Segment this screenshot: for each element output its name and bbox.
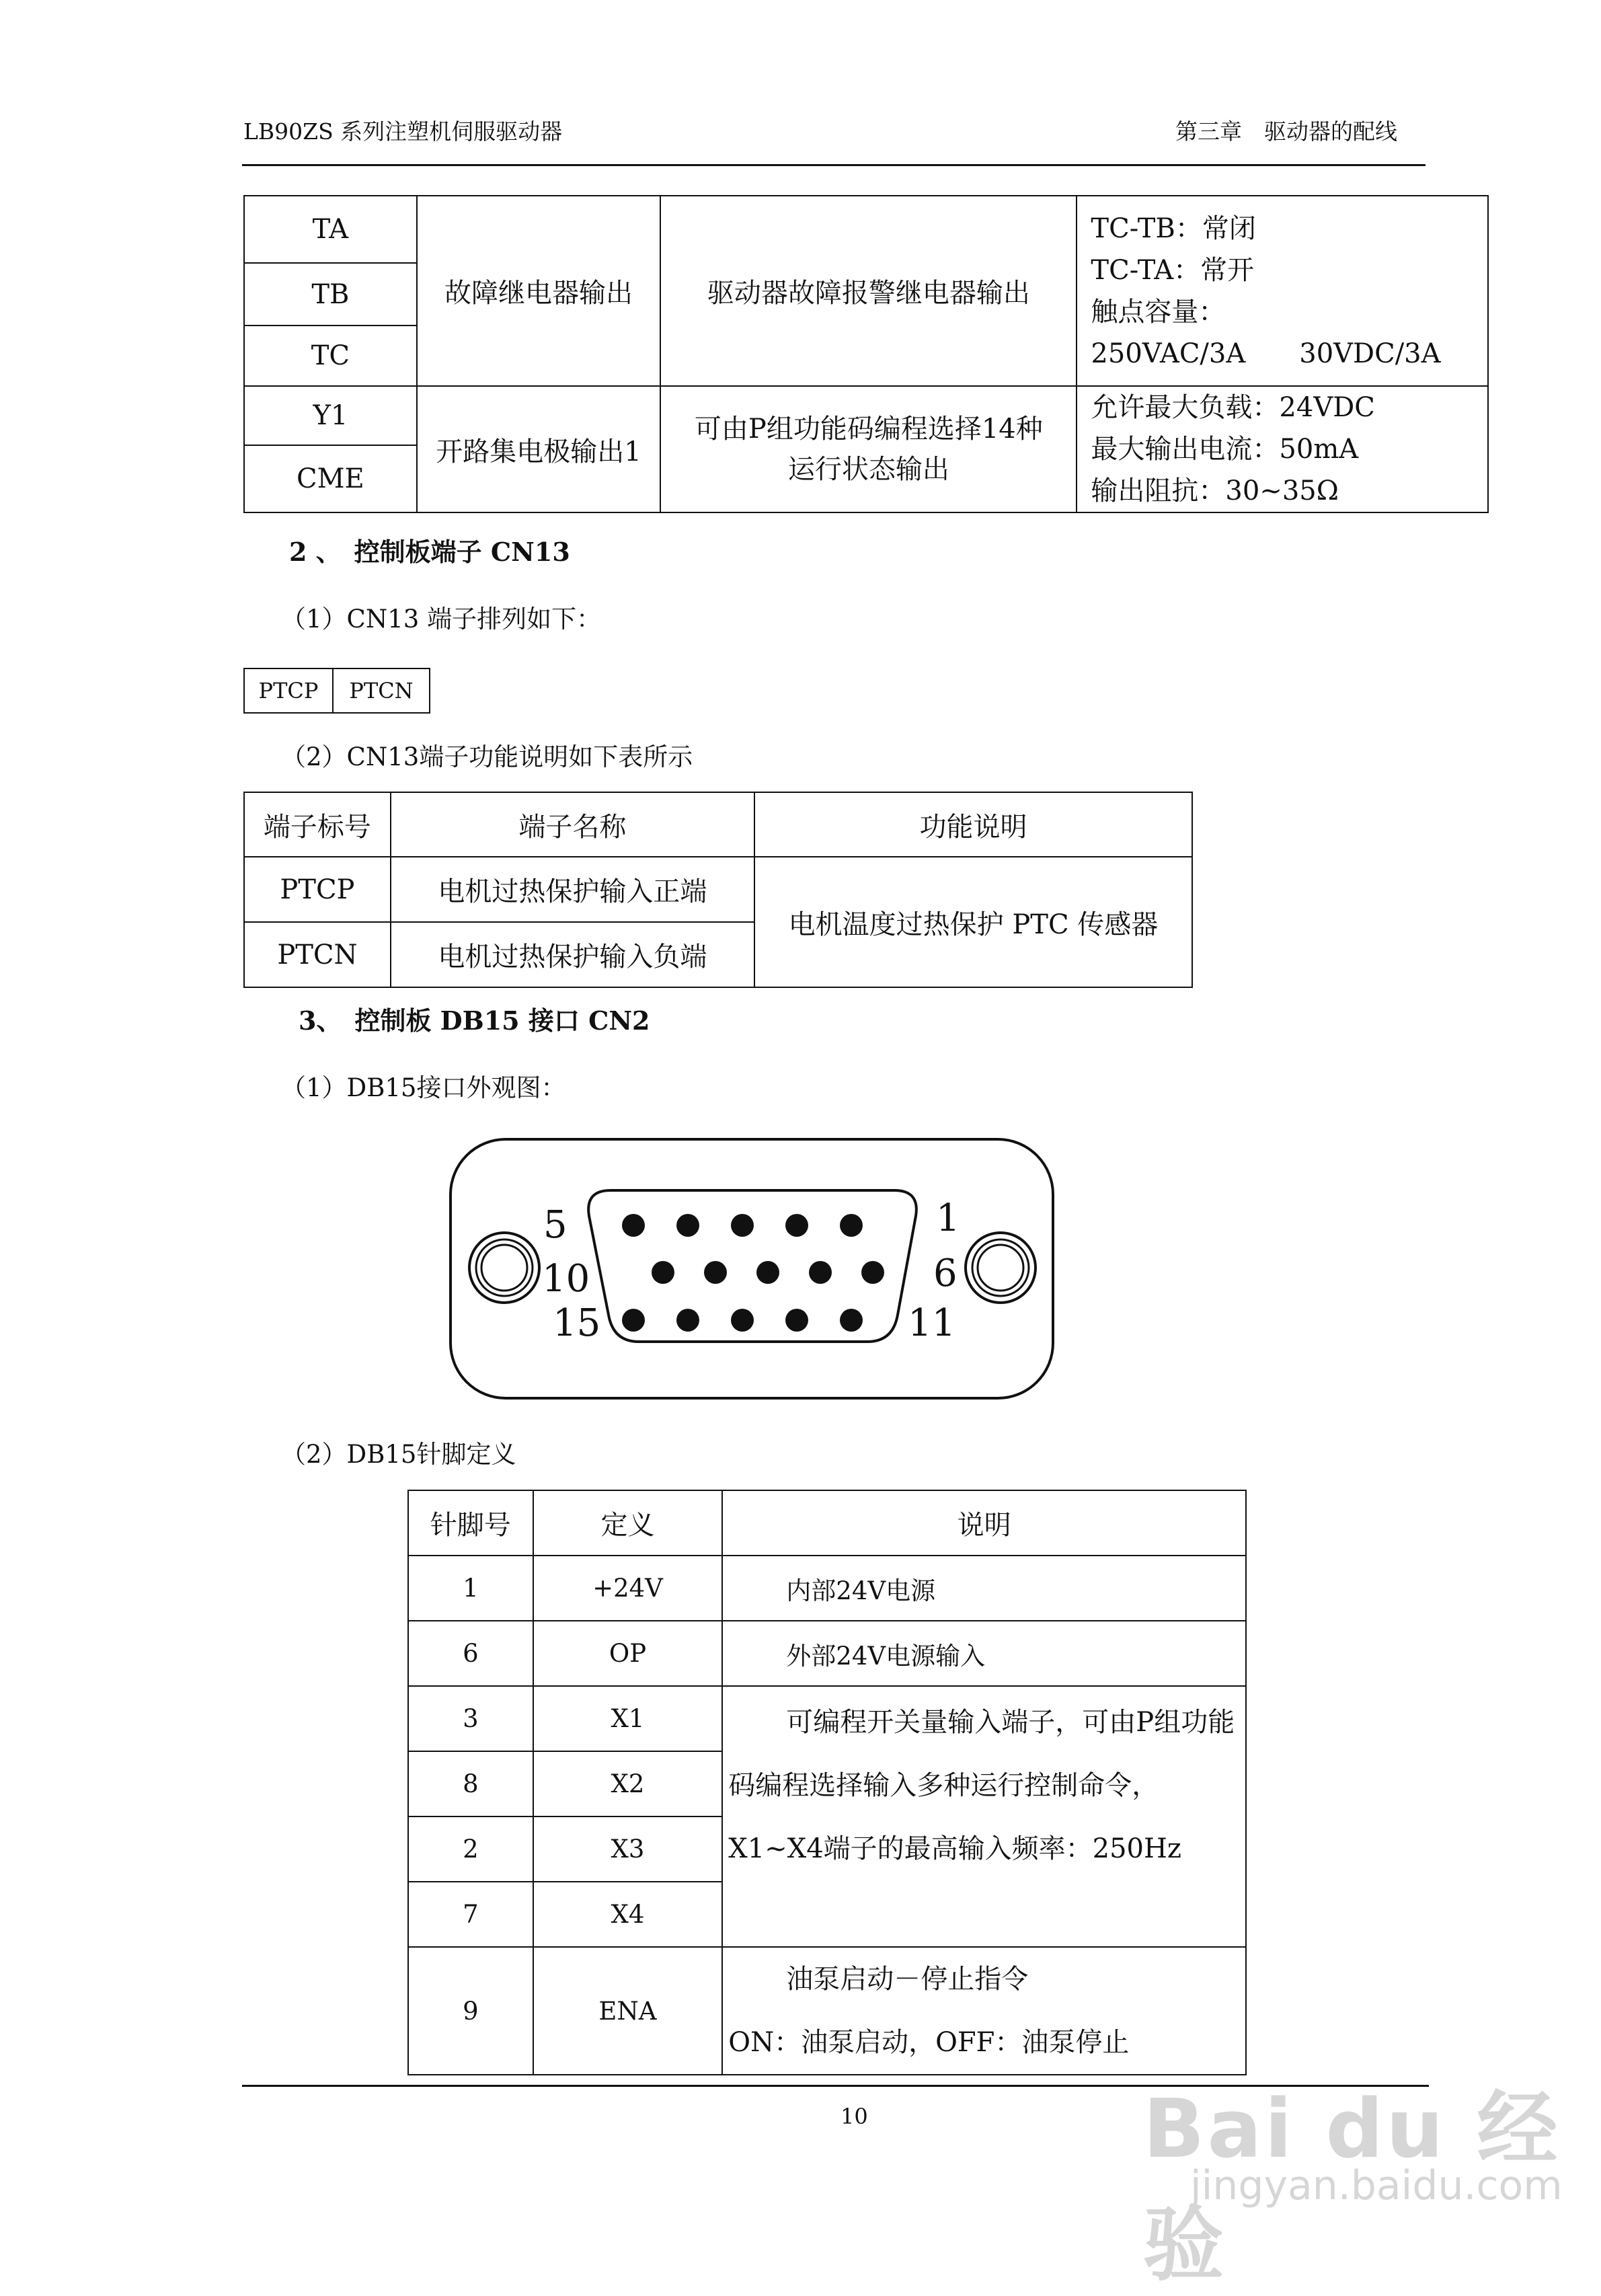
section-2-sub1: （1）CN13 端子排列如下： [281,605,602,634]
column-header: 针脚号 [408,1490,533,1556]
name-cell: 开路集电极输出1 [417,386,660,512]
pin-dot [861,1261,884,1284]
ena-desc-cell [722,1947,1246,2075]
terminal-cell: Y1 [244,386,417,445]
desc-line: 码编程选择输入多种运行控制命令， [728,1770,1159,1801]
terminal-name-cell: 电机过热保护输入正端 [391,857,754,922]
pin-field [622,1214,884,1332]
section-3-sub1: （1）DB15接口外观图： [281,1073,566,1102]
desc-cell: 内部24V电源 [722,1556,1246,1621]
pin-dot [731,1309,754,1332]
section-2-sub2: （2）CN13端子功能说明如下表所示 [281,742,693,771]
pin-dot [622,1309,645,1332]
function-cell: 电机温度过热保护 PTC 传感器 [754,857,1192,987]
def-cell: X4 [533,1882,723,1947]
pin-dot [840,1214,863,1237]
spec-line: 触点容量： [1091,296,1226,328]
pin-dot [756,1261,779,1284]
terminal-cell: TB [244,263,417,326]
terminal-id-cell: PTCP [244,857,391,922]
spec-line: 允许最大负载：24VDC [1091,392,1375,423]
def-cell: OP [533,1621,723,1686]
def-cell: ENA [533,1947,723,2075]
section-3-sub2: （2）DB15针脚定义 [281,1440,516,1469]
watermark-url: jingyan.baidu.com [1190,2162,1563,2209]
terminal-cell: CME [244,445,417,512]
x-input-desc-cell [722,1686,1246,1947]
section-2-title: 2 、 控制板端子 CN13 [289,537,570,567]
page-number: 10 [841,2104,868,2129]
watermark-brand: Bai du 经验 [1143,2083,1561,2292]
pin-cell: 6 [408,1621,533,1686]
terminal-ptcp: PTCP [244,668,333,713]
pin-cell: 9 [408,1947,533,2075]
pin-dot [676,1214,699,1237]
desc-line: ON：油泵启动，OFF：油泵停止 [728,2027,1130,2058]
function-cell: 可由P组功能码编程选择14种运行状态输出 [660,386,1077,512]
pin-cell: 2 [408,1816,533,1882]
function-cell: 驱动器故障报警继电器输出 [660,196,1077,386]
header-right: 第三章 驱动器的配线 [1175,118,1397,145]
column-header: 端子名称 [391,792,754,857]
pin-cell: 7 [408,1882,533,1947]
section-3-title: 3、 控制板 DB15 接口 CN2 [299,1005,650,1036]
desc-line: 可编程开关量输入端子，可由P组功能 [786,1707,1235,1738]
pin-dot [652,1261,674,1284]
pin-dot [840,1309,863,1332]
spec-line: 最大输出电流：50mA [1091,434,1359,465]
pin-dot [622,1214,645,1237]
spec-line: TC-TB：常闭 [1091,213,1256,244]
pin-label-15: 15 [553,1301,601,1345]
column-header: 功能说明 [754,792,1192,857]
terminal-id-cell: PTCN [244,922,391,987]
spec-line: 输出阻抗：30~35Ω [1091,475,1339,506]
terminal-cell: TA [244,196,417,263]
pin-cell: 1 [408,1556,533,1621]
pin-dot [704,1261,727,1284]
desc-line: X1~X4端子的最高输入频率：250Hz [728,1833,1181,1864]
def-cell: X1 [533,1686,723,1751]
mounting-hole-left [469,1233,539,1303]
pin-dot [676,1309,699,1332]
def-cell: +24V [533,1556,723,1621]
terminal-cell: TC [244,326,417,386]
pin-dot [809,1261,832,1284]
connector-shell [451,1139,1053,1398]
def-cell: X3 [533,1816,723,1882]
column-header: 端子标号 [244,792,391,857]
def-cell: X2 [533,1751,723,1816]
db15-pin-table [407,1490,1247,2075]
pin-label-11: 11 [908,1301,956,1345]
pin-label-5: 5 [543,1203,568,1247]
desc-cell: 外部24V电源输入 [722,1621,1246,1686]
mounting-hole-right [966,1233,1036,1303]
column-header: 定义 [533,1490,723,1556]
desc-line: 油泵启动－停止指令 [786,1964,1029,1995]
header-left: LB90ZS 系列注塑机伺服驱动器 [243,118,563,145]
pin-dot [785,1309,808,1332]
spec-line: TC-TA：常开 [1091,254,1255,286]
pin-label-6: 6 [933,1252,958,1295]
terminal-name-cell: 电机过热保护输入负端 [391,922,754,987]
pin-dot [731,1214,754,1237]
terminal-ptcn: PTCN [333,668,430,713]
name-cell: 故障继电器输出 [417,196,660,386]
column-header: 说明 [722,1490,1246,1556]
pin-cell: 3 [408,1686,533,1751]
pin-label-10: 10 [542,1257,590,1301]
pin-label-1: 1 [936,1196,960,1240]
pin-dot [785,1214,808,1237]
spec-line: 250VAC/3A 30VDC/3A [1091,338,1441,369]
pin-cell: 8 [408,1751,533,1816]
